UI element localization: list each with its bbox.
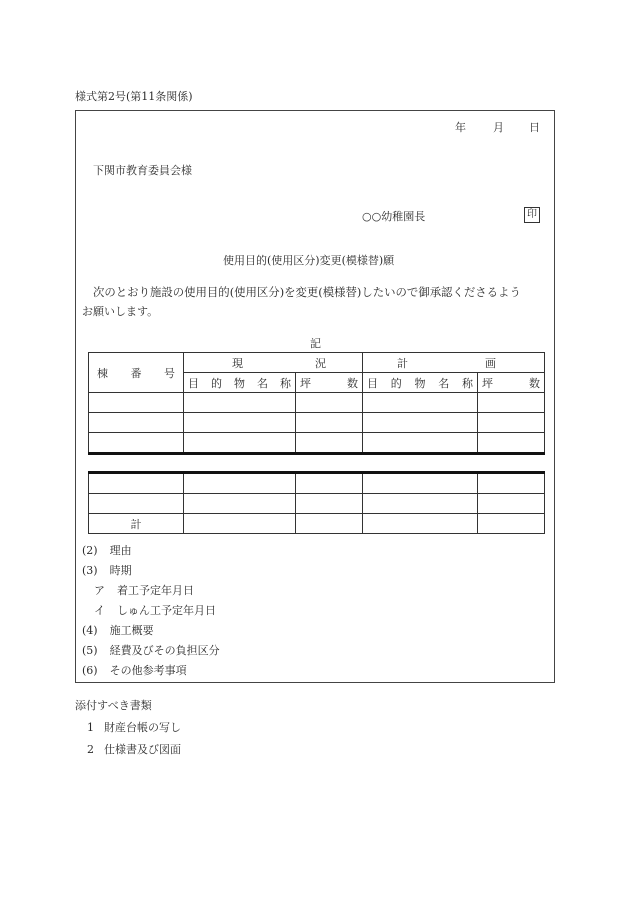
- date-day: 日: [529, 121, 540, 134]
- plan-purpose-name-header: 目 的 物 名 称: [363, 373, 478, 393]
- facility-table: [88, 352, 545, 534]
- table-total-row: [89, 514, 545, 534]
- current-status-header: 現 況: [184, 353, 363, 373]
- sender-name: ○○幼稚園長: [362, 210, 426, 223]
- addressee: 下関市教育委員会様: [93, 164, 192, 177]
- table-row: [89, 413, 545, 433]
- seal-mark: 印: [524, 207, 540, 223]
- form-title: 使用目的(使用区分)変更(模様替)願: [223, 254, 395, 267]
- attachment-item: 1 財産台帳の写し: [87, 721, 181, 734]
- building-number-header: 棟 番 号: [89, 353, 184, 393]
- item-reason: (2) 理由: [82, 544, 132, 557]
- item-completion-date: イ しゅん工予定年月日: [94, 604, 216, 617]
- table-row: [89, 494, 545, 514]
- total-label: 計: [89, 514, 184, 534]
- item-other-references: (6) その他参考事項: [82, 664, 187, 677]
- form-number: 様式第2号(第11条関係): [75, 90, 193, 103]
- item-cost-allocation: (5) 経費及びその負担区分: [82, 644, 220, 657]
- item-start-date: ア 着工予定年月日: [94, 584, 194, 597]
- current-area-header: 坪 数: [296, 373, 363, 393]
- attachments-heading: 添付すべき書類: [75, 699, 152, 712]
- table-row: [89, 473, 545, 494]
- current-purpose-name-header: 目 的 物 名 称: [184, 373, 296, 393]
- date-year: 年: [455, 121, 466, 134]
- plan-area-header: 坪 数: [478, 373, 545, 393]
- body-line-1: 次のとおり施設の使用目的(使用区分)を変更(模様替)したいので御承認くださるよう: [93, 285, 521, 299]
- table-row: [89, 393, 545, 413]
- date-month: 月: [493, 121, 504, 134]
- table-separator: [89, 454, 545, 473]
- attachment-item: 2 仕様書及び図面: [87, 743, 181, 756]
- item-construction-overview: (4) 施工概要: [82, 624, 154, 637]
- table-row: [89, 433, 545, 454]
- plan-header: 計 画: [363, 353, 545, 373]
- body-line-2: お願いします。: [82, 305, 159, 318]
- record-heading: 記: [310, 337, 321, 350]
- item-timing: (3) 時期: [82, 564, 132, 577]
